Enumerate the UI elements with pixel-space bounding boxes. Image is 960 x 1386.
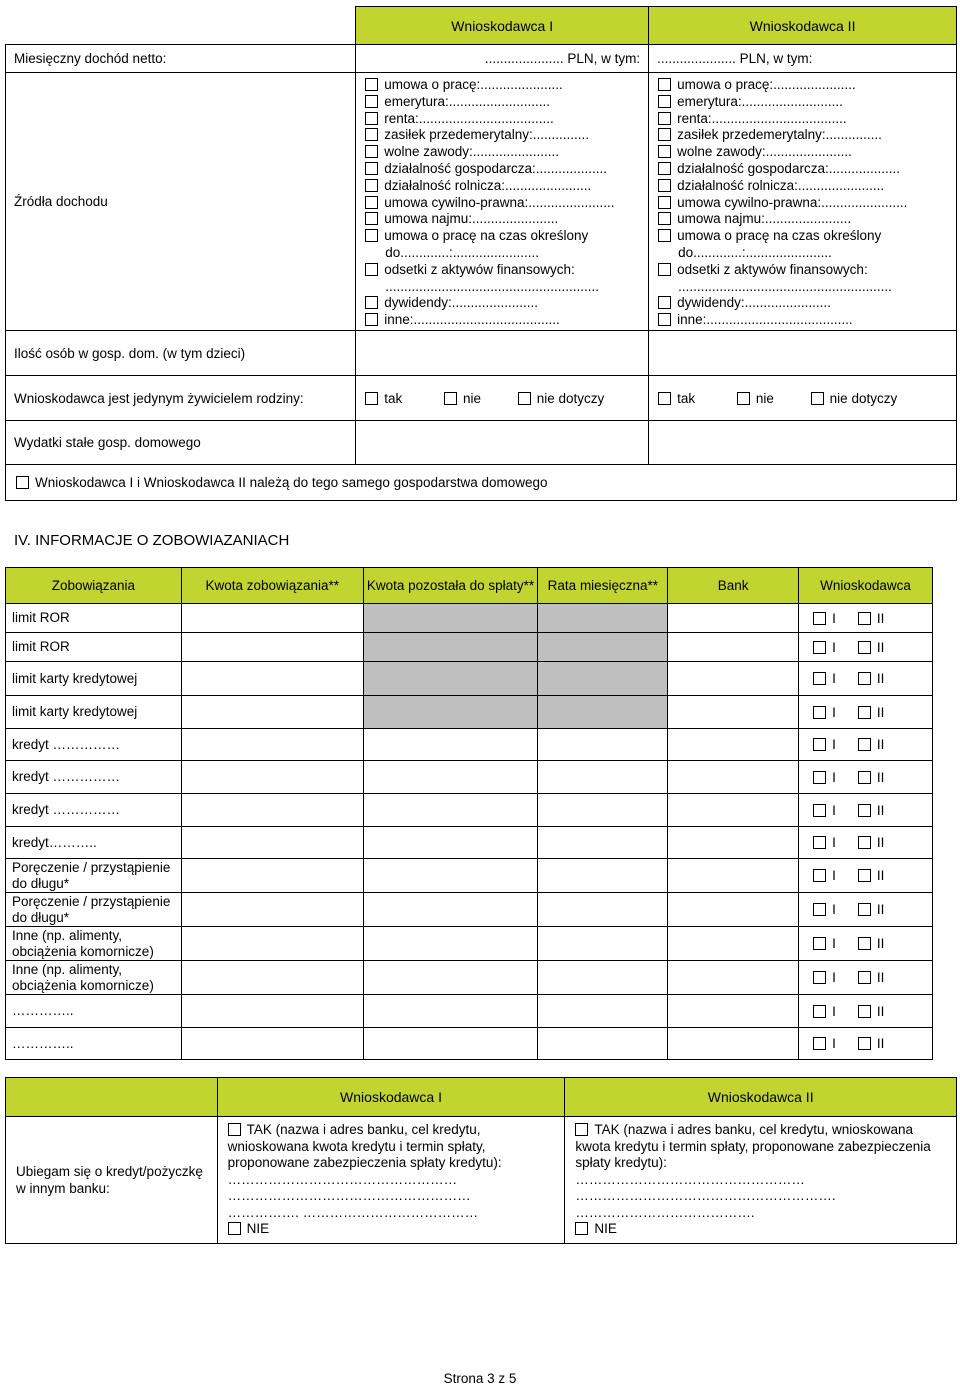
applicant-cell: I II xyxy=(799,794,933,827)
obligation-row xyxy=(6,893,933,927)
remaining-cell[interactable] xyxy=(363,859,538,893)
checkbox-i[interactable] xyxy=(813,771,826,784)
net-income-value-2[interactable]: ..................... PLN, w tym: xyxy=(649,45,957,73)
checkbox-i[interactable] xyxy=(813,706,826,719)
applicant-cell: I II xyxy=(799,927,933,961)
applicant-cell: I II xyxy=(799,696,933,729)
remaining-cell[interactable] xyxy=(363,604,538,633)
remaining-cell[interactable] xyxy=(363,696,538,729)
amount-cell[interactable] xyxy=(181,761,363,794)
source-row[interactable]: odsetki z aktywów finansowych: xyxy=(658,262,948,279)
sole-earner-label: Wnioskodawca jest jedynym żywicielem rodziny: xyxy=(6,376,356,421)
bank-cell[interactable] xyxy=(668,662,799,696)
income-sources-label: Źródła dochodu xyxy=(6,73,356,331)
source-row-cont: do.............:....................... xyxy=(678,244,832,260)
obligation-label: kredyt……….. xyxy=(6,827,182,859)
installment-cell[interactable] xyxy=(538,662,668,696)
obligation-label: limit ROR xyxy=(6,604,182,633)
obligation-label: kredyt …………… xyxy=(6,761,182,794)
checkbox-ii[interactable] xyxy=(858,738,871,751)
amount-cell[interactable] xyxy=(181,794,363,827)
obligation-row xyxy=(6,794,933,827)
col-header: Rata miesięczna** xyxy=(538,568,668,604)
other-bank-answer-1: TAK (nazwa i adres banku, cel kredytu, wnioskowana kwota kredytu i termin spłaty, proponowane zabezpieczenia spłaty kredytu): …………………………………………… ……………………………………………… ……………. ………………………………… NIE xyxy=(217,1117,565,1244)
fill-line[interactable]: ……………………………………………… xyxy=(227,1188,471,1203)
source-row-cont: ......................................................... xyxy=(678,278,892,294)
header-applicant-2: Wnioskodawca II xyxy=(649,7,957,45)
obligation-row xyxy=(6,604,933,633)
installment-cell[interactable] xyxy=(538,995,668,1028)
col-header: Bank xyxy=(668,568,799,604)
checkbox-i[interactable] xyxy=(813,937,826,950)
amount-cell[interactable] xyxy=(181,927,363,961)
header-applicant-2: Wnioskodawca II xyxy=(565,1078,957,1117)
checkbox-ii[interactable] xyxy=(858,903,871,916)
applicant-cell: I II xyxy=(799,662,933,696)
amount-cell[interactable] xyxy=(181,859,363,893)
household-size-2[interactable] xyxy=(649,331,957,376)
applicant-cell: I II xyxy=(799,893,933,927)
col-header: Zobowiązania xyxy=(6,568,182,604)
obligation-row xyxy=(6,859,933,893)
checkbox-i[interactable] xyxy=(813,738,826,751)
amount-cell[interactable] xyxy=(181,633,363,662)
checkbox-tak[interactable] xyxy=(658,392,671,405)
income-sources-2 xyxy=(649,73,957,331)
obligation-label: ………….. xyxy=(6,1028,182,1060)
amount-cell[interactable] xyxy=(181,893,363,927)
bank-cell[interactable] xyxy=(668,794,799,827)
obligation-label: limit karty kredytowej xyxy=(6,696,182,729)
obligation-label: kredyt …………… xyxy=(6,794,182,827)
amount-cell[interactable] xyxy=(181,696,363,729)
source-row-cont: ......................................................... xyxy=(385,278,599,294)
source-row[interactable]: emerytura:........................... xyxy=(658,94,948,111)
obligation-label: Inne (np. alimenty, obciążenia komornicze) xyxy=(6,927,182,961)
remaining-cell[interactable] xyxy=(363,633,538,662)
source-row[interactable]: dywidendy:....................... xyxy=(365,295,640,312)
source-row[interactable]: umowa o pracę:...................... xyxy=(365,77,640,94)
checkbox[interactable] xyxy=(365,196,378,209)
checkbox-ii[interactable] xyxy=(858,869,871,882)
remaining-cell[interactable] xyxy=(363,729,538,761)
checkbox-nie[interactable] xyxy=(737,392,750,405)
bank-cell[interactable] xyxy=(668,995,799,1028)
source-row[interactable]: działalność gospodarcza:................... xyxy=(658,161,948,178)
other-bank-label: Ubiegam się o kredyt/pożyczkę w innym banku: xyxy=(6,1117,218,1244)
source-row[interactable]: zasiłek przedemerytalny:............... xyxy=(658,127,948,144)
checkbox-ii[interactable] xyxy=(858,804,871,817)
amount-cell[interactable] xyxy=(181,604,363,633)
col-header: Wnioskodawca xyxy=(799,568,933,604)
applicant-cell: I II xyxy=(799,729,933,761)
checkbox-tak[interactable] xyxy=(365,392,378,405)
source-row[interactable]: zasiłek przedemerytalny:............... xyxy=(365,127,640,144)
source-row[interactable]: działalność rolnicza:....................... xyxy=(658,178,948,195)
source-row[interactable]: umowa najmu:....................... xyxy=(365,211,640,228)
obligation-row xyxy=(6,761,933,794)
applicant-cell: I II xyxy=(799,961,933,995)
checkbox[interactable] xyxy=(658,95,671,108)
checkbox[interactable] xyxy=(658,78,671,91)
applicant-cell: I II xyxy=(799,761,933,794)
bank-cell[interactable] xyxy=(668,729,799,761)
header-applicant-1: Wnioskodawca I xyxy=(217,1078,565,1117)
household-size-label: Ilość osób w gosp. dom. (w tym dzieci) xyxy=(6,331,356,376)
fill-line[interactable]: ……………. ………………………………… xyxy=(227,1204,479,1220)
checkbox[interactable] xyxy=(658,229,671,242)
checkbox[interactable] xyxy=(365,78,378,91)
obligation-label: limit ROR xyxy=(6,633,182,662)
installment-cell[interactable] xyxy=(538,696,668,729)
checkbox-nie-dotyczy[interactable] xyxy=(518,392,531,405)
installment-cell[interactable] xyxy=(538,604,668,633)
source-row-cont: do.............:....................... xyxy=(385,244,539,260)
remaining-cell[interactable] xyxy=(363,893,538,927)
fill-line[interactable]: …………………………………………… xyxy=(227,1171,458,1187)
obligation-row xyxy=(6,1028,933,1060)
page-number: Strona 3 z 5 xyxy=(443,1371,517,1386)
obligation-row xyxy=(6,927,933,961)
bank-cell[interactable] xyxy=(668,604,799,633)
checkbox-ii[interactable] xyxy=(858,1005,871,1018)
installment-cell[interactable] xyxy=(538,729,668,761)
bank-cell[interactable] xyxy=(668,696,799,729)
bank-cell[interactable] xyxy=(668,961,799,995)
amount-cell[interactable] xyxy=(181,729,363,761)
obligation-row xyxy=(6,729,933,761)
checkbox-nie-dotyczy[interactable] xyxy=(811,392,824,405)
col-header: Kwota pozostała do spłaty** xyxy=(363,568,538,604)
checkbox[interactable] xyxy=(658,145,671,158)
bank-cell[interactable] xyxy=(668,761,799,794)
checkbox[interactable] xyxy=(365,229,378,242)
checkbox[interactable] xyxy=(365,128,378,141)
fill-line[interactable]: …………………………………. xyxy=(575,1204,755,1220)
checkbox[interactable] xyxy=(658,263,671,276)
source-row[interactable]: odsetki z aktywów finansowych: xyxy=(365,262,640,279)
applicant-cell: I II xyxy=(799,1028,933,1060)
applicant-cell: I II xyxy=(799,633,933,662)
obligation-row xyxy=(6,961,933,995)
checkbox[interactable] xyxy=(658,313,671,326)
checkbox-ii[interactable] xyxy=(858,706,871,719)
obligation-row xyxy=(6,827,933,859)
obligation-row xyxy=(6,662,933,696)
checkbox-i[interactable] xyxy=(813,1005,826,1018)
source-row[interactable]: działalność rolnicza:....................... xyxy=(365,178,640,195)
obligation-label: ………….. xyxy=(6,995,182,1028)
fill-line[interactable]: …………………………………………… xyxy=(575,1171,805,1187)
sole-earner-options-1: tak nie nie dotyczy xyxy=(356,376,649,421)
obligation-label: kredyt …………… xyxy=(6,729,182,761)
source-row[interactable]: renta:.................................... xyxy=(365,111,640,128)
checkbox-ii[interactable] xyxy=(858,612,871,625)
installment-cell[interactable] xyxy=(538,927,668,961)
fixed-expenses-1[interactable] xyxy=(356,421,649,465)
other-bank-answer-2: TAK (nazwa i adres banku, cel kredytu, wnioskowana kwota kredytu i termin spłaty, proponowane zabezpieczenia spłaty kredytu): …………………………………………… …………………………………………………. …………………………………. NIE xyxy=(565,1117,957,1244)
checkbox-ii[interactable] xyxy=(858,937,871,950)
checkbox[interactable] xyxy=(365,145,378,158)
checkbox-nie[interactable] xyxy=(575,1222,588,1235)
source-row[interactable]: umowa cywilno-prawna:....................... xyxy=(658,195,948,212)
checkbox[interactable] xyxy=(365,313,378,326)
obligation-row xyxy=(6,633,933,662)
checkbox[interactable] xyxy=(365,95,378,108)
fixed-expenses-2[interactable] xyxy=(649,421,957,465)
checkbox[interactable] xyxy=(658,296,671,309)
checkbox-i[interactable] xyxy=(813,1037,826,1050)
applicant-cell: I II xyxy=(799,827,933,859)
source-row[interactable]: umowa o pracę na czas określony xyxy=(365,228,640,245)
remaining-cell[interactable] xyxy=(363,927,538,961)
checkbox-ii[interactable] xyxy=(858,836,871,849)
installment-cell[interactable] xyxy=(538,761,668,794)
checkbox-ii[interactable] xyxy=(858,971,871,984)
installment-cell[interactable] xyxy=(538,827,668,859)
source-row[interactable]: umowa o pracę:...................... xyxy=(658,77,948,94)
checkbox[interactable] xyxy=(658,179,671,192)
applicant-cell: I II xyxy=(799,995,933,1028)
net-income-label: Miesięczny dochód netto: xyxy=(6,45,356,73)
checkbox-tak[interactable] xyxy=(228,1123,241,1136)
checkbox[interactable] xyxy=(365,296,378,309)
installment-cell[interactable] xyxy=(538,1028,668,1060)
source-row[interactable]: inne:....................................... xyxy=(365,312,640,329)
amount-cell[interactable] xyxy=(181,995,363,1028)
income-table xyxy=(5,6,957,501)
obligation-label: limit karty kredytowej xyxy=(6,662,182,696)
installment-cell[interactable] xyxy=(538,633,668,662)
checkbox-i[interactable] xyxy=(813,869,826,882)
household-size-1[interactable] xyxy=(356,331,649,376)
amount-cell[interactable] xyxy=(181,662,363,696)
income-sources-1 xyxy=(356,73,649,331)
checkbox-tak[interactable] xyxy=(575,1123,588,1136)
bank-cell[interactable] xyxy=(668,1028,799,1060)
remaining-cell[interactable] xyxy=(363,1028,538,1060)
checkbox[interactable] xyxy=(365,179,378,192)
checkbox-ii[interactable] xyxy=(858,771,871,784)
sole-earner-options-2: tak nie nie dotyczy xyxy=(649,376,957,421)
installment-cell[interactable] xyxy=(538,893,668,927)
bank-cell[interactable] xyxy=(668,827,799,859)
remaining-cell[interactable] xyxy=(363,761,538,794)
installment-cell[interactable] xyxy=(538,859,668,893)
checkbox-i[interactable] xyxy=(813,672,826,685)
checkbox[interactable] xyxy=(658,162,671,175)
obligation-label: Poręczenie / przystąpienie do długu* xyxy=(6,893,182,927)
header-applicant-1: Wnioskodawca I xyxy=(356,7,649,45)
remaining-cell[interactable] xyxy=(363,961,538,995)
section-title: IV. INFORMACJE O ZOBOWIAZANIACH xyxy=(14,532,290,549)
source-row[interactable]: renta:.................................... xyxy=(658,111,948,128)
other-bank-table xyxy=(5,1077,957,1244)
checkbox[interactable] xyxy=(658,112,671,125)
checkbox-ii[interactable] xyxy=(858,1037,871,1050)
applicant-cell: I II xyxy=(799,859,933,893)
checkbox-i[interactable] xyxy=(813,804,826,817)
checkbox-i[interactable] xyxy=(813,836,826,849)
source-row[interactable]: wolne zawody:....................... xyxy=(365,144,640,161)
source-row[interactable]: umowa najmu:....................... xyxy=(658,211,948,228)
checkbox[interactable] xyxy=(365,112,378,125)
checkbox-ii[interactable] xyxy=(858,672,871,685)
col-header: Kwota zobowiązania** xyxy=(181,568,363,604)
remaining-cell[interactable] xyxy=(363,794,538,827)
remaining-cell[interactable] xyxy=(363,827,538,859)
checkbox[interactable] xyxy=(658,128,671,141)
obligation-label: Inne (np. alimenty, obciążenia komornicze) xyxy=(6,961,182,995)
checkbox-i[interactable] xyxy=(813,971,826,984)
checkbox[interactable] xyxy=(658,212,671,225)
applicant-cell: I II xyxy=(799,604,933,633)
installment-cell[interactable] xyxy=(538,961,668,995)
installment-cell[interactable] xyxy=(538,794,668,827)
checkbox[interactable] xyxy=(658,196,671,209)
source-row[interactable]: emerytura:........................... xyxy=(365,94,640,111)
checkbox-nie[interactable] xyxy=(228,1222,241,1235)
bank-cell[interactable] xyxy=(668,893,799,927)
amount-cell[interactable] xyxy=(181,1028,363,1060)
source-row[interactable]: inne:....................................... xyxy=(658,312,948,329)
checkbox-i[interactable] xyxy=(813,612,826,625)
checkbox-nie[interactable] xyxy=(444,392,457,405)
obligation-row xyxy=(6,696,933,729)
remaining-cell[interactable] xyxy=(363,662,538,696)
bank-cell[interactable] xyxy=(668,859,799,893)
checkbox-i[interactable] xyxy=(813,641,826,654)
amount-cell[interactable] xyxy=(181,827,363,859)
obligation-row xyxy=(6,995,933,1028)
same-household-row[interactable]: Wnioskodawca I i Wnioskodawca II należą do tego samego gospodarstwa domowego xyxy=(6,465,957,501)
source-row[interactable]: umowa o pracę na czas określony xyxy=(658,228,948,245)
remaining-cell[interactable] xyxy=(363,995,538,1028)
checkbox-i[interactable] xyxy=(813,903,826,916)
bank-cell[interactable] xyxy=(668,633,799,662)
source-row[interactable]: działalność gospodarcza:................... xyxy=(365,161,640,178)
bank-cell[interactable] xyxy=(668,927,799,961)
checkbox-ii[interactable] xyxy=(858,641,871,654)
checkbox[interactable] xyxy=(16,476,29,489)
obligation-label: Poręczenie / przystąpienie do długu* xyxy=(6,859,182,893)
source-row[interactable]: dywidendy:....................... xyxy=(658,295,948,312)
fill-line[interactable]: …………………………………………………. xyxy=(575,1188,836,1203)
source-row[interactable]: wolne zawody:....................... xyxy=(658,144,948,161)
checkbox[interactable] xyxy=(365,263,378,276)
fixed-expenses-label: Wydatki stałe gosp. domowego xyxy=(6,421,356,465)
source-row[interactable]: umowa cywilno-prawna:....................... xyxy=(365,195,640,212)
amount-cell[interactable] xyxy=(181,961,363,995)
checkbox[interactable] xyxy=(365,212,378,225)
checkbox[interactable] xyxy=(365,162,378,175)
net-income-value-1[interactable]: ..................... PLN, w tym: xyxy=(356,45,649,73)
obligations-table xyxy=(5,567,933,1060)
